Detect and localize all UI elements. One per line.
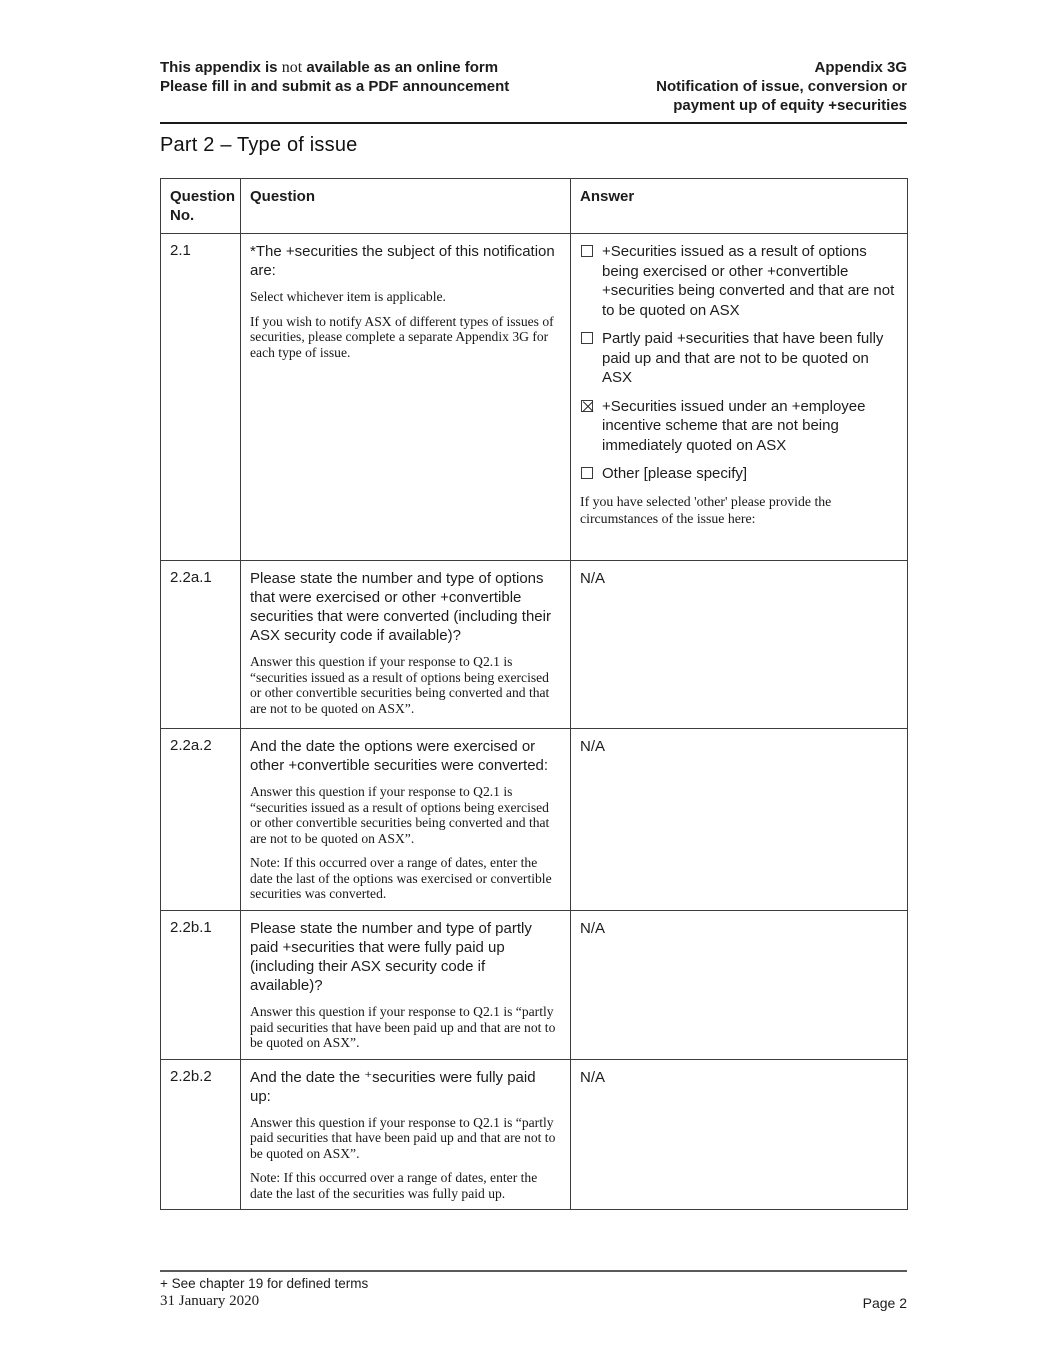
question-no: 2.1 xyxy=(161,234,241,561)
question-no: 2.2b.1 xyxy=(161,911,241,1060)
page-number: Page 2 xyxy=(862,1295,907,1311)
question-no: 2.2b.2 xyxy=(161,1059,241,1210)
question-text: Please state the number and type of partly paid +securities that were fully paid up (including their ASX security code if available)? xyxy=(250,920,532,994)
form-table xyxy=(160,178,908,1210)
footer-defined-terms: + See chapter 19 for defined terms xyxy=(160,1276,369,1291)
document-header xyxy=(160,58,907,115)
question-note: If you wish to notify ASX of different types of issues of securities, please complete a separate Appendix 3G for each type of issue. xyxy=(250,313,554,360)
table-row-2-2b-1 xyxy=(161,911,908,1060)
question-text: And the date the options were exercised or other +convertible securities were converted: xyxy=(250,738,549,774)
header-left xyxy=(160,58,509,96)
checkbox-icon[interactable] xyxy=(581,245,593,257)
question-note: Select whichever item is applicable. xyxy=(250,289,446,304)
page-footer xyxy=(160,1270,907,1311)
checkbox-label: +Securities issued under an +employee incentive scheme that are not being immediately quoted on ASX xyxy=(602,397,866,454)
header-emphasis-not: not xyxy=(281,59,303,76)
question-cell xyxy=(241,1059,571,1210)
header-right xyxy=(656,58,907,115)
question-no: 2.2a.2 xyxy=(161,729,241,911)
appendix-subtitle-line1: Notification of issue, conversion or xyxy=(656,78,907,95)
header-text: This appendix is xyxy=(160,59,282,76)
checkbox-label: Other [please specify] xyxy=(602,465,748,482)
footer-left xyxy=(160,1275,368,1311)
column-header-question: Question xyxy=(241,179,571,234)
question-note: Answer this question if your response to Q2.1 is “securities issued as a result of options being exercised or other convertible securities being converted and that are not to be quoted on ASX”. xyxy=(250,784,550,846)
checkbox-option-partly-paid[interactable] xyxy=(580,329,897,388)
page-content xyxy=(160,58,907,1210)
checkbox-label: Partly paid +securities that have been fully paid up and that are not to be quoted on ASX xyxy=(602,330,884,386)
answer-value: N/A xyxy=(571,1059,908,1210)
question-note: Note: If this occurred over a range of dates, enter the date the last of the options was exercised or convertible securities was converted. xyxy=(250,855,552,901)
answer-value: N/A xyxy=(571,729,908,911)
question-text: Please state the number and type of options that were exercised or other +convertible securities that were converted (including their ASX security code if available)? xyxy=(250,570,551,644)
answer-value: N/A xyxy=(571,911,908,1060)
checkbox-option-employee-incentive[interactable] xyxy=(580,397,897,456)
question-text: *The +securities the subject of this notification are: xyxy=(250,243,555,279)
table-row-2-2b-2 xyxy=(161,1059,908,1210)
table-row-2-1 xyxy=(161,234,908,561)
header-left-line2: Please fill in and submit as a PDF announcement xyxy=(160,78,510,95)
header-divider xyxy=(160,122,907,124)
question-note: Answer this question if your response to Q2.1 is “partly paid securities that have been paid up and that are not to be quoted on ASX”. xyxy=(250,1114,556,1161)
checkbox-icon[interactable] xyxy=(581,332,593,344)
checkbox-option-options-exercised[interactable] xyxy=(580,242,897,320)
question-cell xyxy=(241,561,571,729)
question-note: Note: If this occurred over a range of dates, enter the date the last of the securities was fully paid up. xyxy=(250,1170,538,1201)
table-row-2-2a-2 xyxy=(161,729,908,911)
question-note: Answer this question if your response to Q2.1 is “securities issued as a result of options being exercised or other convertible securities being converted and that are not to be quoted on ASX”. xyxy=(250,654,550,716)
footer-date: 31 January 2020 xyxy=(160,1293,260,1309)
page-title: Part 2 – Type of issue xyxy=(160,134,358,156)
answer-cell xyxy=(571,234,908,561)
header-left-line1 xyxy=(160,58,509,77)
table-header-row xyxy=(161,179,908,234)
checkbox-checked-icon[interactable] xyxy=(581,400,593,412)
question-cell xyxy=(241,911,571,1060)
question-cell xyxy=(241,234,571,561)
table-row-2-2a-1 xyxy=(161,561,908,729)
checkbox-label: +Securities issued as a result of options being exercised or other +convertible +securities being converted and that are not to be quoted on ASX xyxy=(602,243,895,319)
checkbox-option-other[interactable] xyxy=(580,464,897,484)
answer-note: If you have selected 'other' please provide the circumstances of the issue here: xyxy=(580,493,832,526)
checkbox-icon[interactable] xyxy=(581,467,593,479)
question-text: And the date the ⁺securities were fully paid up: xyxy=(250,1068,536,1105)
appendix-label: Appendix 3G xyxy=(814,59,907,76)
question-cell xyxy=(241,729,571,911)
appendix-subtitle-line2: payment up of equity +securities xyxy=(673,97,907,114)
question-note: Answer this question if your response to Q2.1 is “partly paid securities that have been paid up and that are not to be quoted on ASX”. xyxy=(250,1004,556,1050)
header-text: available as an online form xyxy=(302,59,499,76)
column-header-question-no: Question No. xyxy=(161,179,241,234)
answer-value: N/A xyxy=(571,561,908,729)
column-header-answer: Answer xyxy=(571,179,908,234)
question-no: 2.2a.1 xyxy=(161,561,241,729)
